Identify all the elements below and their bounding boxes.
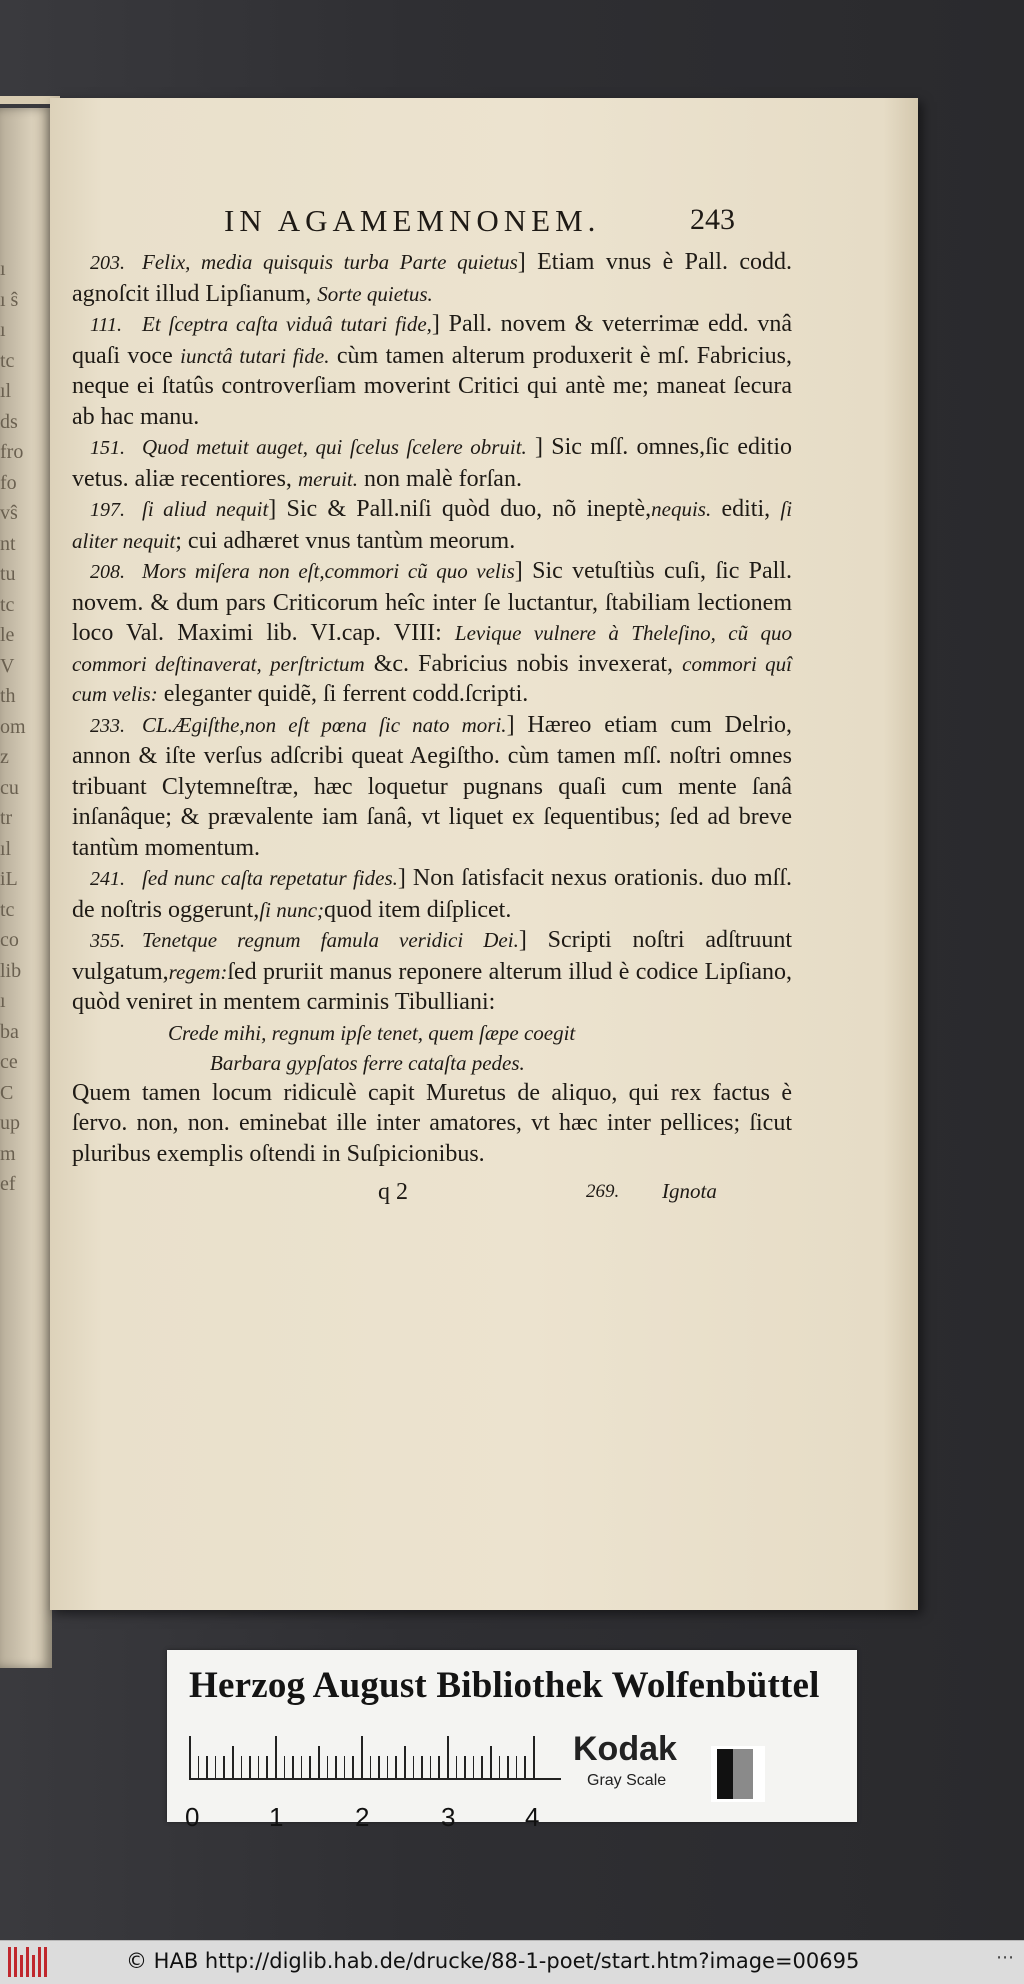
left-margin-fragment: V <box>0 654 15 677</box>
note-entry <box>72 925 792 1018</box>
ruler-tick <box>447 1736 449 1780</box>
left-margin-fragment: co <box>0 929 19 951</box>
note-text: ] Pall. novem & veterrimæ edd. vnâ quaſi voce <box>72 311 792 369</box>
left-margin-fragment: cu <box>0 776 19 799</box>
ruler-tick <box>335 1756 337 1780</box>
running-head-title: IN AGAMEMNONEM. <box>224 203 601 238</box>
left-margin-fragment: tr <box>0 807 13 829</box>
note-text: ] Sic mſſ. omnes,ſic editio vetus. aliæ recentiores, <box>72 434 792 492</box>
line-number: 355. <box>90 930 125 952</box>
ruler-base <box>189 1778 561 1780</box>
ruler-tick <box>456 1756 458 1780</box>
hab-logo-icon <box>8 1947 48 1977</box>
line-number: 151. <box>90 437 125 459</box>
signature-mark: q 2 <box>378 1179 408 1205</box>
ruler-tick <box>266 1756 268 1780</box>
ruler-tick <box>284 1756 286 1780</box>
note-italic: ſi aliter nequit <box>72 497 793 553</box>
note-italic: commori quî cum velis: <box>72 651 793 706</box>
ruler-tick <box>516 1756 518 1780</box>
left-margin-fragment: C <box>0 1081 14 1104</box>
note-text: non malè forſan. <box>364 465 522 492</box>
lemma: ſed nunc caſta repetatur fides. <box>142 866 398 890</box>
lemma: Mors miſera non eſt,commori cũ quo velis <box>142 559 515 583</box>
running-head <box>72 203 792 247</box>
ruler-tick <box>361 1736 363 1780</box>
left-margin-fragment: le <box>0 624 15 646</box>
left-margin-fragment: tc <box>0 593 15 616</box>
left-margin-fragment: om <box>0 715 26 738</box>
ruler-tick <box>292 1756 294 1780</box>
ruler-tick <box>481 1756 483 1780</box>
left-margin-fragment: m <box>0 1142 16 1165</box>
ruler-tick <box>318 1746 320 1780</box>
note-text: cùm tamen alterum produxerit è mſ. Fabricius, neque ei ſtatûs controverſiam moverint Critici qui antè me; maneat ſecura ab hac manu. <box>72 342 793 430</box>
ruler-tick <box>223 1756 225 1780</box>
left-margin-fragment: z <box>0 746 9 768</box>
line-number: 208. <box>90 561 125 583</box>
ruler-label: 3 <box>441 1802 456 1832</box>
left-margin-fragment: fro <box>0 441 24 463</box>
left-margin-fragment: ıl <box>0 837 12 860</box>
line-number: 241. <box>90 868 125 890</box>
left-margin-fragment: ı <box>0 990 6 1012</box>
ruler-tick <box>473 1756 475 1780</box>
verse-line: Crede mihi, regnum ipſe tenet, quem ſæpe coegit <box>168 1020 576 1045</box>
left-margin-fragment: th <box>0 685 16 707</box>
left-margin-fragment: iL <box>0 868 18 890</box>
line-number: 197. <box>90 499 125 521</box>
left-margin-fragment: ıl <box>0 380 12 402</box>
note-text: ] Sic & Pall.niſi quòd duo, nõ ineptè, <box>268 496 652 522</box>
gray-patch <box>733 1749 753 1799</box>
ruler-tick <box>413 1756 415 1780</box>
line-number: 111. <box>90 314 123 336</box>
ruler-tick <box>370 1756 372 1780</box>
note-italic: iunctâ tutari fide. <box>180 343 330 368</box>
note-italic: ſi nunc; <box>259 897 325 922</box>
ruler-tick <box>189 1736 191 1780</box>
note-entry <box>72 247 792 309</box>
note-text: ] Scripti noſtri adſtruunt vulgatum, <box>72 927 792 985</box>
color-target <box>167 1650 857 1832</box>
ruler-tick <box>258 1756 260 1780</box>
ruler-tick <box>378 1756 380 1780</box>
ruler-tick <box>524 1756 526 1780</box>
left-margin-fragment: lib <box>0 959 22 982</box>
note-entry <box>72 494 792 556</box>
left-margin-fragment: fo <box>0 471 17 494</box>
lemma: Et ſceptra caſta viduâ tutari fide, <box>142 312 432 336</box>
kodak-logo: Kodak <box>573 1730 677 1768</box>
book-page <box>50 98 918 1610</box>
lemma: Quod metuit auget, qui ſcelus ſcelere obruit. <box>142 435 527 459</box>
closing-paragraph: Quem tamen locum ridiculè capit Muretus de aliquo, qui rex factus è ſervo. non, non. eminebat ille inter amatores, vt hæc inter pellices; ſicut pluribus exemplis oſtendi in Suſpicionibus. <box>72 1079 792 1167</box>
gray-swatch <box>711 1746 765 1802</box>
note-entry <box>72 556 792 710</box>
ruler-label: 1 <box>269 1802 284 1832</box>
note-entry <box>72 432 792 494</box>
ruler-tick <box>464 1756 466 1780</box>
page-text <box>72 203 792 1219</box>
ruler-tick <box>490 1746 492 1780</box>
note-text: ; cui adhæret vnus tantùm meorum. <box>175 527 516 554</box>
note-italic: Sorte quietus. <box>317 281 433 306</box>
left-margin-fragment: tu <box>0 563 16 585</box>
page-number: 243 <box>690 203 735 236</box>
lemma: ſi aliud nequit <box>142 497 269 521</box>
more-icon[interactable]: ⋯ <box>996 1947 1014 1968</box>
ruler-label: 4 <box>525 1802 540 1832</box>
note-text: eleganter quidẽ, ſi ferrent codd.ſcripti. <box>163 681 529 707</box>
lemma: CL.Ægiſthe,non eſt pœna ſic nato mori. <box>142 712 507 737</box>
left-margin-fragment: tc <box>0 898 15 921</box>
ruler-tick <box>198 1756 200 1780</box>
note-text: &c. Fabricius nobis invexerat, <box>373 650 674 677</box>
verse-line: Barbara gypſatos ferre cataſta pedes. <box>210 1050 525 1075</box>
catchword: Ignota <box>662 1179 717 1203</box>
note-italic: Levique vulnere à Theleſino, cũ quo commori deſtinaverat, perſtrictum <box>72 621 793 676</box>
note-text: ] Sic vetuſtiùs cuſi, ſic Pall. novem. & dum pars Criticorum heîc inter ſe luctantur, ſtabiliam lectionem loco Val. Maximi lib. VI.cap. VIII: <box>72 558 793 646</box>
ruler-tick <box>309 1756 311 1780</box>
note-text: ] Etiam vnus è Pall. codd. agnoſcit illud Lipſianum, <box>72 249 792 307</box>
ruler-tick <box>327 1756 329 1780</box>
lemma: Felix, media quisquis turba Parte quietus <box>142 250 518 274</box>
catch-line-number: 269. <box>586 1181 620 1202</box>
ruler-tick <box>241 1756 243 1780</box>
line-number: 233. <box>90 714 125 737</box>
ruler-tick <box>438 1756 440 1780</box>
ruler-tick <box>404 1746 406 1780</box>
gray-scale-label: Gray Scale <box>587 1772 667 1789</box>
ruler-tick <box>421 1756 423 1780</box>
ruler-tick <box>206 1756 208 1780</box>
left-margin-fragment: vŝ <box>0 502 18 524</box>
note-text: ] Hæreo etiam cum Delrio, annon & iſte verſus adſcribi queat Aegiſtho. cùm tamen mſſ. noſtri omnes tribuant Clytemneſtræ, hæc loquetur pugnans quaſi cum mente ſanâ inſanâque; & prævalente iam ſanâ, vt liquet ex ſequentibus; ſed ad breve tantùm momentum. <box>72 711 792 861</box>
left-margin-fragment: nt <box>0 532 16 555</box>
ruler-tick <box>344 1756 346 1780</box>
library-name: Herzog August Bibliothek Wolfenbüttel <box>189 1665 820 1706</box>
note-entry <box>72 863 792 925</box>
note-text: ſed pruriit manus reponere alterum illud è codice Lipſiano, quòd veniret in mentem carminis Tibulliani: <box>72 958 792 1015</box>
left-margin-fragment: ef <box>0 1173 16 1195</box>
note-text: ] Non ſatisfacit nexus orationis. duo mſſ. de noſtris oggerunt, <box>72 865 792 923</box>
ruler-label: 2 <box>355 1802 370 1832</box>
ruler-tick <box>430 1756 432 1780</box>
left-page <box>0 108 52 1668</box>
left-margin-fragment: ı <box>0 258 6 280</box>
ruler-tick <box>507 1756 509 1780</box>
ruler <box>185 1732 569 1832</box>
source-url[interactable]: © HAB http://diglib.hab.de/drucke/88-1-poet/start.htm?image=00695 <box>126 1949 860 1973</box>
black-patch <box>717 1749 733 1799</box>
note-italic: nequis. <box>651 497 712 521</box>
left-margin-fragment: ce <box>0 1051 18 1073</box>
left-margin-fragment: ı ŝ <box>0 288 19 311</box>
ruler-tick <box>395 1756 397 1780</box>
ruler-tick <box>387 1756 389 1780</box>
viewer-footer <box>0 1940 1024 1984</box>
ruler-tick <box>249 1756 251 1780</box>
ruler-tick <box>275 1736 277 1780</box>
left-margin-fragment: ds <box>0 410 18 433</box>
left-margin-fragment: ı <box>0 319 6 341</box>
note-text: quod item diſplicet. <box>324 896 512 923</box>
note-italic: meruit. <box>297 466 359 491</box>
ruler-tick <box>499 1756 501 1780</box>
ruler-tick <box>352 1756 354 1780</box>
note-italic: regem: <box>168 959 228 984</box>
left-margin-fragment: up <box>0 1112 20 1134</box>
ruler-label: 0 <box>185 1802 200 1832</box>
page-footer <box>72 1179 792 1219</box>
note-entry <box>72 710 792 864</box>
ruler-tick <box>301 1756 303 1780</box>
line-number: 203. <box>90 252 125 274</box>
ruler-tick <box>232 1746 234 1780</box>
note-entry <box>72 309 792 432</box>
ruler-tick <box>533 1736 535 1780</box>
note-text: editi, <box>721 496 771 522</box>
ruler-tick <box>215 1756 217 1780</box>
lemma: Tenetque regnum famula veridici Dei. <box>142 928 519 952</box>
left-margin-fragment: ba <box>0 1020 19 1043</box>
left-margin-fragment: tc <box>0 349 15 372</box>
